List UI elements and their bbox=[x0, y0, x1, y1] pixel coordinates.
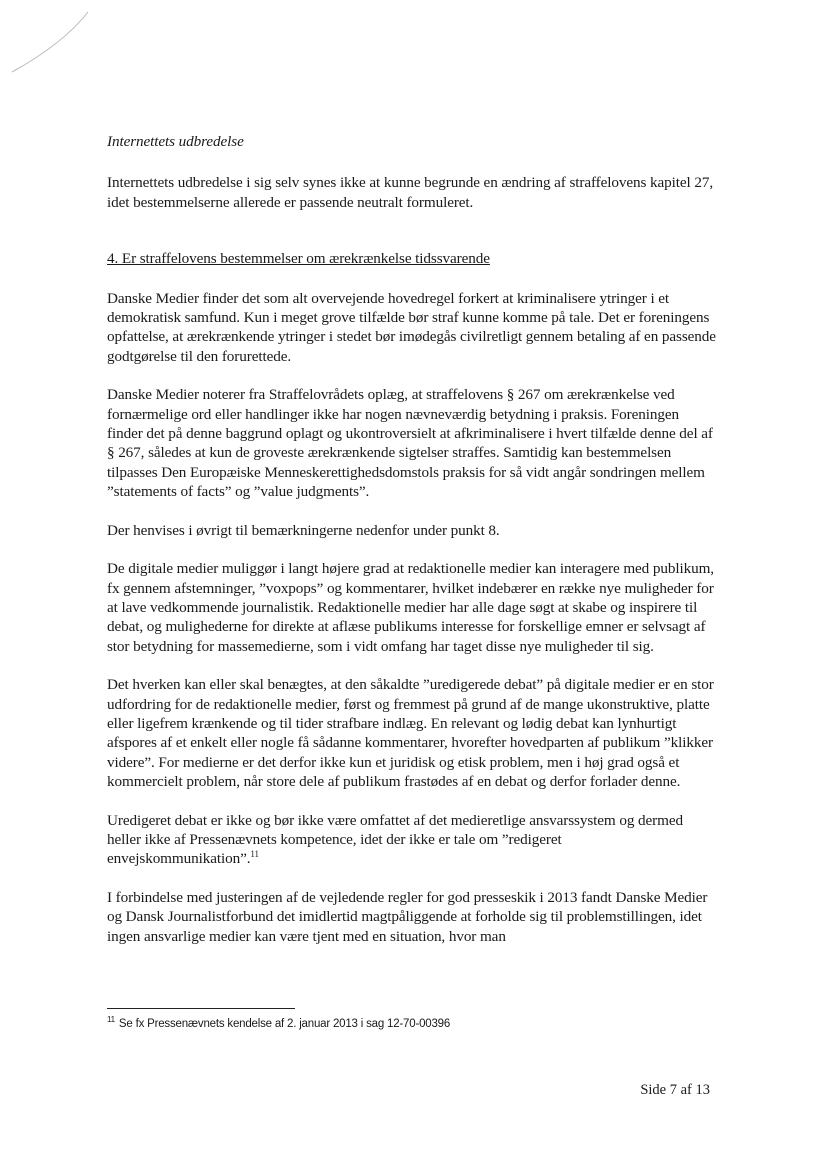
footnote-text: Se fx Pressenævnets kendelse af 2. januar 2013 i sag 12-70-00396 bbox=[118, 1018, 451, 1030]
scan-corner-mark bbox=[4, 6, 94, 76]
paragraph: I forbindelse med justeringen af de vejledende regler for god presseskik i 2013 fandt Danske Medier og Dansk Journalistforbund det imidlertid magtpåliggende at forholde sig til problemstillingen, idet ingen ansvarlige medier kan være tjent med en situation, hvor man bbox=[107, 888, 708, 945]
footnote-number: 11 bbox=[107, 1015, 115, 1025]
paragraph-text: Uredigeret debat er ikke og bør ikke være omfattet af det medieretlige ansvarssystem og dermed heller ikke af Pressenævnets kompetence, idet der ikke er tale om ”redigeret envejskommunikation”. bbox=[107, 811, 683, 868]
paragraph: Der henvises i øvrigt til bemærkningerne nedenfor under punkt 8. bbox=[107, 521, 500, 539]
footnote-reference[interactable]: 11 bbox=[250, 849, 259, 860]
footnote-divider bbox=[107, 1008, 295, 1009]
footnote bbox=[107, 1017, 727, 1031]
section-heading: 4. Er straffelovens bestemmelser om ærekrænkelse tidssvarende bbox=[107, 250, 490, 268]
document-body bbox=[107, 132, 717, 965]
paragraph: Det hverken kan eller skal benægtes, at den såkaldte ”uredigerede debat” på digitale medier er en stor udfordring for de redaktionelle medier, først og fremmest på grund af de mange ukonstruktive, platte eller ligefrem krænkende og til tider strafbare indlæg. En relevant og lødig debat kan lynhurtigt afspores af et enkelt eller nogle få sådanne kommentarer, hvorefter hovedparten af publikum ”klikker videre”. For medierne er det derfor ikke kun et juridisk og etisk problem, men i høj grad også et kommercielt problem, når store dele af publikum frastødes af en debat og derfor forlader denne. bbox=[107, 676, 714, 791]
paragraph: Danske Medier noterer fra Straffelovrådets oplæg, at straffelovens § 267 om ærekrænkelse ved fornærmelige ord eller handlinger ikke har nogen nævneværdig betydning i praksis. Foreningen finder det på denne baggrund oplagt og ukontroversielt at afkriminalisere i hvert tilfælde denne del af § 267, således at kun de groveste ærekrænkende sigtelser straffes. Samtidig kan bestemmelsen tilpasses Den Europæiske Menneskerettighedsdomstols praksis for så vidt angår sondringen mellem ”statements of facts” og ”value judgments”. bbox=[107, 386, 713, 501]
page-number: Side 7 af 13 bbox=[640, 1082, 710, 1098]
subheading: Internettets udbredelse bbox=[107, 133, 244, 150]
paragraph: Danske Medier finder det som alt overvejende hovedregel forkert at kriminalisere ytringer i et demokratisk samfund. Kun i meget grove tilfælde bør straf kunne komme på tale. Det er foreningens opfattelse, at ærekrænkende ytringer i stedet bør imødegås civilretligt gennem betaling af en passende godtgørelse til den forurettede. bbox=[107, 289, 716, 365]
paragraph: De digitale medier muliggør i langt højere grad at redaktionelle medier kan interagere med publikum, fx gennem afstemninger, ”voxpops” og kommentarer, hvilket indebærer en række nye muligheder for at lave vedkommende journalistik. Redaktionelle medier har alle dage søgt at skabe og inspirere til debat, og mulighederne for direkte at aflæse publikums interesse for forskellige emner er selvsagt af stor betydning for massemedierne, som i vidt omfang har taget disse nye muligheder til sig. bbox=[107, 560, 714, 655]
paragraph: Internettets udbredelse i sig selv synes ikke at kunne begrunde en ændring af straffelovens kapitel 27, idet bestemmelserne allerede er passende neutralt formuleret. bbox=[107, 174, 714, 211]
paragraph bbox=[107, 811, 717, 869]
